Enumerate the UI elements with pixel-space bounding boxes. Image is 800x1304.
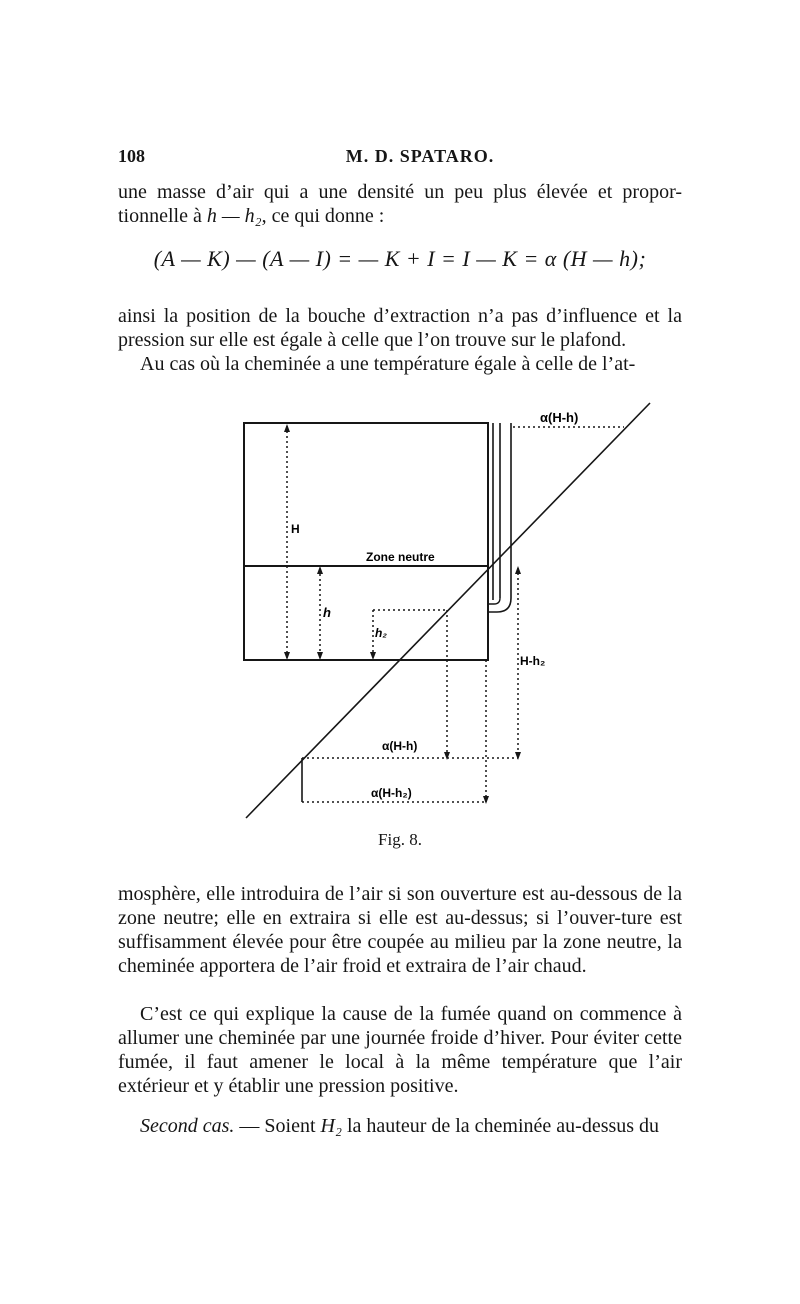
alpha-h-arrow (444, 752, 450, 760)
H-h2-arrow-bottom (515, 752, 521, 760)
paragraph-1-text-end: , ce qui donne : (261, 205, 385, 227)
h-arrow-bottom (317, 652, 323, 660)
paragraph-3: Au cas où la cheminée a une température égale à celle de l’at- (140, 353, 636, 375)
H-arrow-top (284, 424, 290, 432)
room-outline (244, 423, 488, 660)
label-zone-neutre: Zone neutre (366, 550, 435, 564)
paragraph-6-text: — Soient (234, 1115, 321, 1137)
label-top-alpha: α(H-h) (540, 410, 579, 425)
h2-arrow-bottom (370, 652, 376, 660)
label-h: h (323, 605, 331, 620)
paragraph-5: C’est ce qui explique la cause de la fumée quand on commence à allumer une cheminée par une journée froide d’hiver. Pour éviter cette fumée, il faut amener le local à la même température que l’air extérieur et y établir une pression positive. (118, 1003, 682, 1097)
label-alpha-H-h2: α(H-h₂) (371, 786, 412, 800)
label-h2: h₂ (375, 626, 387, 640)
paragraph-1-text: une masse d’air qui a une densité un peu plus élevée et propor-tionnelle à (118, 181, 682, 227)
running-head: M. D. SPATARO. (345, 146, 495, 166)
section-lead: Second cas. (140, 1115, 235, 1137)
paragraph-6 (118, 1114, 682, 1138)
H-arrow-bottom (284, 652, 290, 660)
paragraph-4: mosphère, elle introduira de l’air si son ouverture est au-dessous de la zone neutre; elle en extraira si elle est au-dessus; si l’ouver-ture est suffisamment élevée pour être coupée au milieu par la zone neutre, la cheminée apportera de l’air froid et extraira de l’air chaud. (118, 883, 682, 977)
page-number: 108 (118, 146, 145, 166)
paragraph-6-variable: H₂ (320, 1115, 342, 1137)
label-alpha-H-h: α(H-h) (382, 739, 418, 753)
paragraph-6-text-end: la hauteur de la cheminée au-dessus du (341, 1115, 660, 1137)
H-h2-arrow-top (515, 566, 521, 574)
figure-caption: Fig. 8. (378, 830, 422, 849)
equation: (A — K) — (A — I) = — K + I = I — K = α (H — h); (153, 246, 647, 271)
h-arrow-top (317, 566, 323, 574)
chimney-bend (488, 598, 500, 604)
paragraph-2: ainsi la position de la bouche d’extraction n’a pas d’influence et la pression sur elle est égale à celle que l’on trouve sur le plafond. (118, 305, 682, 351)
alpha-h2-arrow (483, 796, 489, 804)
label-H: H (291, 522, 300, 536)
label-H-h2: H-h₂ (520, 654, 546, 668)
paragraph-1-variable: h — h₂ (206, 205, 262, 227)
